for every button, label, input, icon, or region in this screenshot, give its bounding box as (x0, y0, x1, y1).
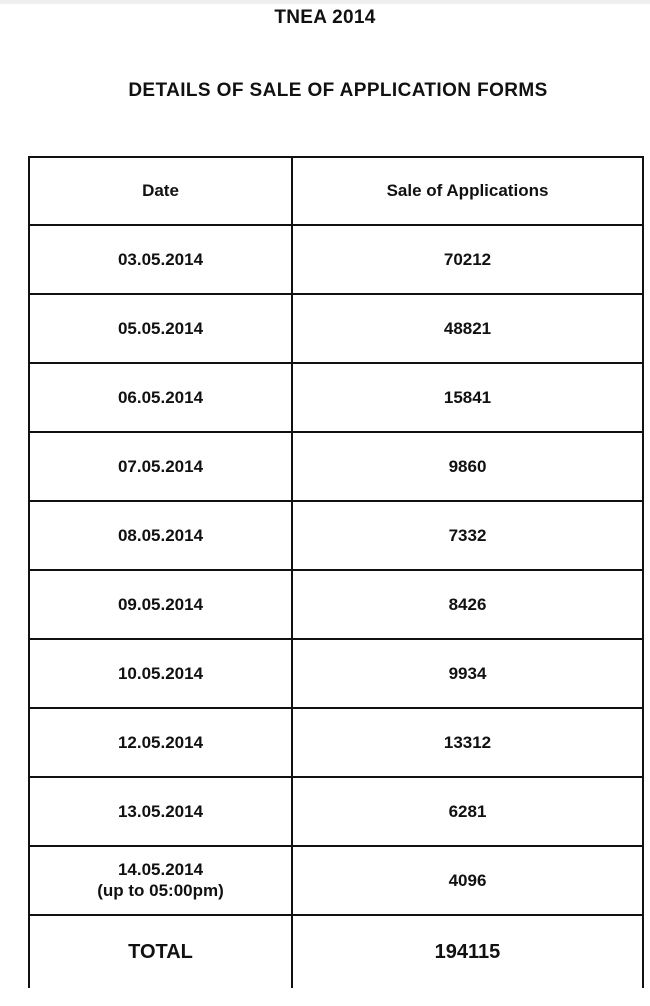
sales-table (28, 156, 644, 988)
total-row (29, 915, 643, 988)
row-date: 13.05.2014 (29, 777, 292, 846)
document-title: TNEA 2014 (274, 7, 376, 28)
row-date: 10.05.2014 (29, 639, 292, 708)
table-row (29, 846, 643, 915)
table-row (29, 570, 643, 639)
row-sale: 6281 (292, 777, 643, 846)
table-row (29, 363, 643, 432)
table-row (29, 225, 643, 294)
row-sale: 70212 (292, 225, 643, 294)
table-row (29, 708, 643, 777)
row-date: 14.05.2014 (117, 860, 204, 879)
row-sale: 7332 (292, 501, 643, 570)
row-sale: 13312 (292, 708, 643, 777)
row-date: 03.05.2014 (29, 225, 292, 294)
row-date: 06.05.2014 (29, 363, 292, 432)
row-date: 05.05.2014 (29, 294, 292, 363)
header-sale: Sale of Applications (292, 157, 643, 225)
row-time-note: (up to 05:00pm) (97, 881, 224, 900)
table-row (29, 501, 643, 570)
header-date: Date (29, 157, 292, 225)
row-sale: 9934 (292, 639, 643, 708)
table-header-row (29, 157, 643, 225)
row-sale: 48821 (292, 294, 643, 363)
total-label: TOTAL (29, 915, 292, 988)
row-sale: 15841 (292, 363, 643, 432)
total-value: 194115 (292, 915, 643, 988)
row-sale: 4096 (292, 846, 643, 915)
row-sale: 9860 (292, 432, 643, 501)
table-row (29, 294, 643, 363)
table-row (29, 777, 643, 846)
table-row (29, 432, 643, 501)
row-date: 07.05.2014 (29, 432, 292, 501)
row-date: 09.05.2014 (29, 570, 292, 639)
document-subtitle: DETAILS OF SALE OF APPLICATION FORMS (128, 80, 548, 101)
table-row (29, 639, 643, 708)
row-date-cell (29, 846, 292, 915)
top-strip (0, 0, 650, 4)
row-sale: 8426 (292, 570, 643, 639)
row-date: 12.05.2014 (29, 708, 292, 777)
row-date: 08.05.2014 (29, 501, 292, 570)
